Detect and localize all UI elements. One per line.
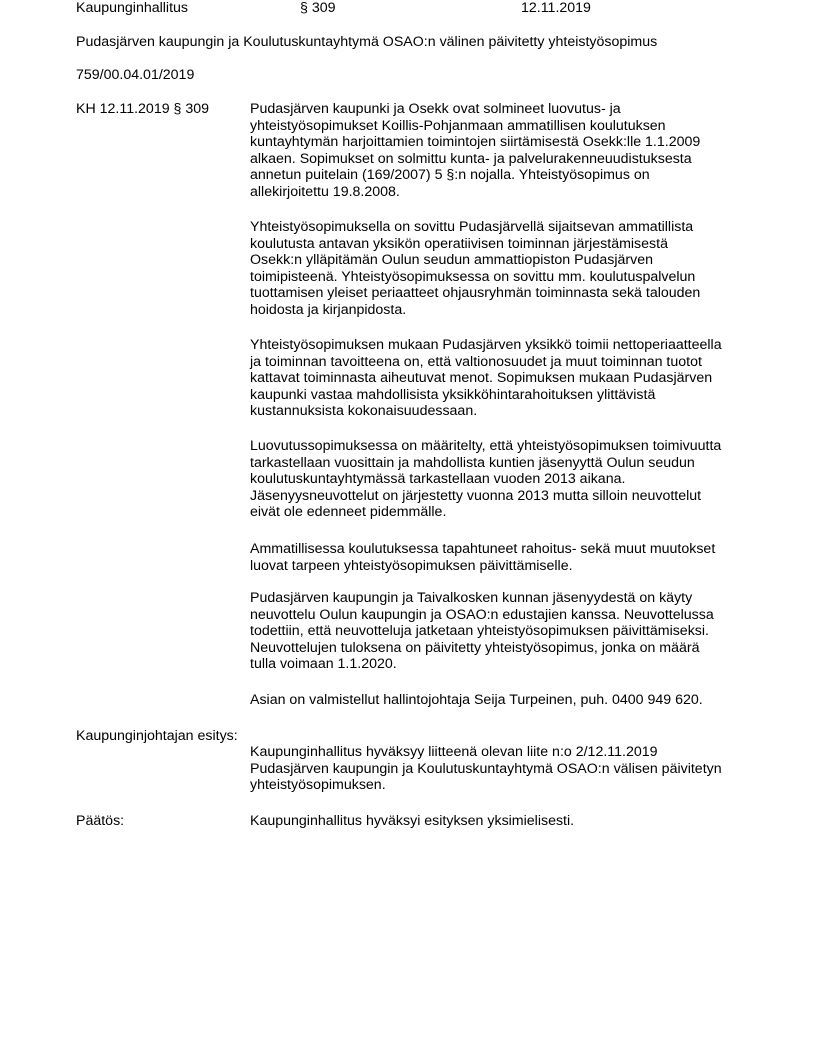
decision-label: Päätös: [76, 813, 125, 829]
text-line: Luovutussopimuksessa on määritelty, että yhteistyösopimuksen toimivuutta [250, 438, 722, 454]
text-line: eivät ole edenneet pidemmälle. [250, 504, 447, 521]
text-line: Ammatillisessa koulutuksessa tapahtuneet rahoitus- sekä muut muutokset [250, 541, 716, 557]
text-line: Jäsenyysneuvottelut on järjestetty vuonna 2013 mutta silloin neuvottelut [250, 487, 702, 504]
kh-reference: KH 12.11.2019 § 309 [76, 101, 210, 117]
text-line: alkaen. Sopimukset on solmittu kunta- ja palvelurakenneuudistuksesta [250, 150, 692, 167]
text-line: Osekk:n ylläpitämän Oulun seudun ammattiopiston Pudasjärven [250, 252, 653, 269]
body-paragraph-4 [250, 438, 750, 521]
text-line: kattavat toiminnasta aiheutuvat menot. Sopimuksen mukaan Pudasjärven [250, 370, 713, 387]
text-line: kustannuksista kokonaisuudessaan. [250, 403, 478, 420]
header-date: 12.11.2019 [521, 0, 591, 16]
proposal-label: Kaupunginjohtajan esitys: [76, 728, 238, 744]
text-line: kuntayhtymän harjoittamien toimintojen siirtämisestä Osekk:lle 1.1.2009 [250, 134, 701, 151]
text-line: Pudasjärven kaupunki ja Osekk ovat solmineet luovutus- ja [250, 101, 621, 117]
header-organ: Kaupunginhallitus [76, 0, 189, 16]
text-line: koulutusta antavan yksikön operatiivisen toiminnan järjestämisestä [250, 235, 668, 252]
document-title: Pudasjärven kaupungin ja Koulutuskuntayhtymä OSAO:n välinen päivitetty yhteistyösopimus [76, 34, 658, 50]
text-line: luovat tarpeen yhteistyösopimuksen päivittämiselle. [250, 557, 573, 574]
text-line: Pudasjärven kaupungin ja Taivalkosken kunnan jäsenyydestä on käyty [250, 590, 693, 606]
text-line: Kaupunginhallitus hyväksyi esityksen yksimielisesti. [250, 813, 575, 829]
body-paragraph-3 [250, 337, 750, 420]
text-line: Yhteistyösopimuksella on sovittu Pudasjärvellä sijaitsevan ammatillista [250, 219, 694, 235]
header-section: § 309 [300, 0, 336, 16]
text-line: ja toiminnan tavoitteena on, että valtionosuudet ja muut toiminnan tuotot [250, 353, 702, 370]
text-line: todettiin, että neuvotteluja jatketaan yhteistyösopimuksen päivittämiseksi. [250, 623, 709, 640]
body-paragraph-1 [250, 101, 750, 201]
text-line: kaupunki vastaa mahdollisista yksikköhintarahoituksen ylittävistä [250, 386, 656, 403]
text-line: toimipisteenä. Yhteistyösopimuksessa on sovittu mm. koulutuspalvelun [250, 268, 696, 285]
text-line: tulla voimaan 1.1.2020. [250, 656, 397, 673]
body-paragraph-6 [250, 590, 750, 673]
text-line: koulutuskuntayhtymässä tarkastellaan vuoden 2013 aikana. [250, 471, 626, 488]
body-paragraph-2 [250, 219, 750, 319]
text-line: yhteistyösopimukset Koillis-Pohjanmaan ammatillisen koulutuksen [250, 117, 666, 134]
text-line: allekirjoitettu 19.8.2008. [250, 183, 400, 200]
decision-text [250, 813, 750, 830]
text-line: annetun puitelain (169/2007) 5 §:n nojalla. Yhteistyösopimus on [250, 167, 650, 184]
text-line: Neuvottelujen tuloksena on päivitetty yhteistyösopimus, jonka on määrä [250, 639, 700, 656]
text-line: Asian on valmistellut hallintojohtaja Seija Turpeinen, puh. 0400 949 620. [250, 692, 703, 708]
record-number: 759/00.04.01/2019 [76, 67, 195, 83]
text-line: Yhteistyösopimuksen mukaan Pudasjärven yksikkö toimii nettoperiaatteella [250, 337, 722, 353]
text-line: Pudasjärven kaupungin ja Koulutuskuntayhtymä OSAO:n välisen päivitetyn [250, 760, 722, 777]
text-line: neuvottelu Oulun kaupungin ja OSAO:n edustajien kanssa. Neuvottelussa [250, 606, 714, 623]
text-line: Kaupunginhallitus hyväksyy liitteenä olevan liite n:o 2/12.11.2019 [250, 744, 658, 760]
text-line: hoidosta ja kirjanpidosta. [250, 301, 407, 318]
body-paragraph-5 [250, 541, 750, 574]
proposal-text [250, 744, 750, 794]
text-line: yhteistyösopimuksen. [250, 777, 386, 794]
text-line: tuottamisen yleiset periaatteet ohjausryhmän toiminnasta sekä talouden [250, 285, 701, 302]
text-line: tarkastellaan vuosittain ja mahdollista kuntien jäsenyyttä Oulun seudun [250, 454, 695, 471]
body-paragraph-7 [250, 692, 750, 709]
